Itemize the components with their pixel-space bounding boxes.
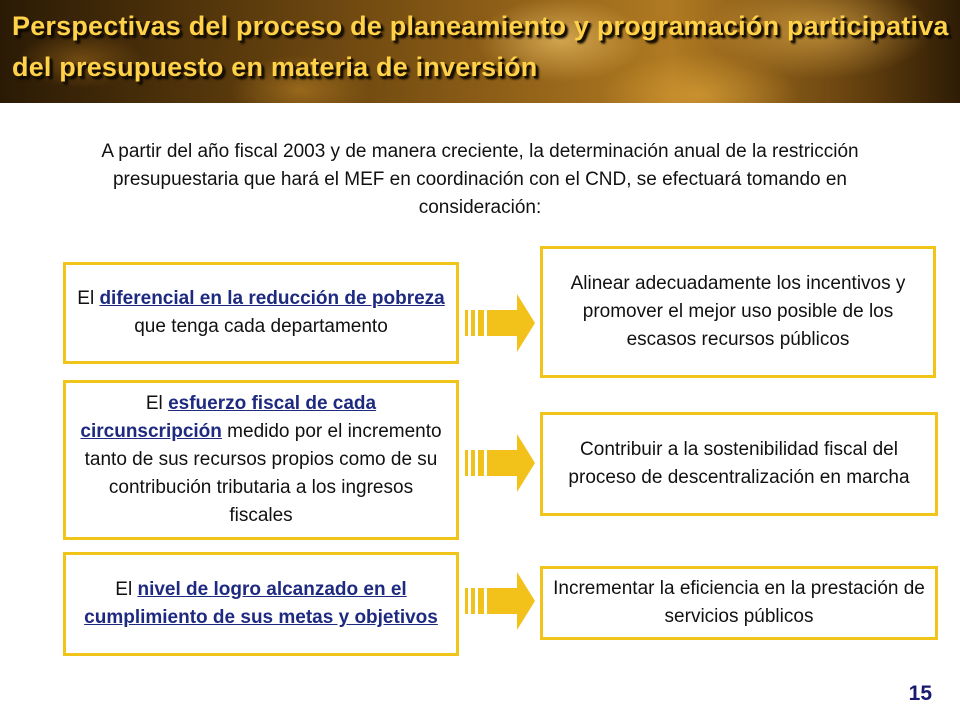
arrow-shape [465, 572, 535, 630]
objective-text: Contribuir a la sostenibilidad fiscal del proceso de descentralización en marcha [568, 439, 910, 488]
objective-box-incentives [540, 246, 936, 378]
criterion-box-poverty [63, 262, 459, 364]
objective-text: Alinear adecuadamente los incentivos y promover el mejor uso posible de los escasos recursos públicos [570, 273, 906, 350]
objective-box-efficiency [540, 566, 938, 640]
objective-box-sustainability [540, 412, 938, 516]
title-banner [0, 0, 960, 103]
arrow-shape [465, 434, 535, 492]
page-number: 15 [908, 682, 932, 705]
objective-text: Incrementar la eficiencia en la prestación de servicios públicos [553, 578, 925, 627]
criterion-text: El nivel de logro alcanzado en el cumplimiento de sus metas y objetivos [84, 579, 438, 628]
arrow-shape [465, 294, 535, 352]
page-title: Perspectivas del proceso de planeamiento y programación participativa del presupuesto en materia de inversión [12, 11, 949, 82]
criterion-highlight: esfuerzo fiscal de cada circunscripción [80, 393, 377, 442]
arrow-right-icon [465, 570, 535, 632]
criterion-highlight: nivel de logro alcanzado en el cumplimiento de sus metas y objetivos [84, 579, 438, 628]
criterion-text: El esfuerzo fiscal de cada circunscripción medido por el incremento tanto de sus recursos propios como de su contribución tributaria a los ingresos fiscales [80, 393, 442, 526]
criterion-highlight: diferencial en la reducción de pobreza [99, 288, 445, 309]
arrow-right-icon [465, 292, 535, 354]
arrow-right-icon [465, 432, 535, 494]
criterion-box-goals [63, 552, 459, 656]
intro-text: A partir del año fiscal 2003 y de manera creciente, la determinación anual de la restricción presupuestaria que hará el MEF en coordinación con el CND, se efectuará tomando en consideración: [101, 141, 859, 218]
criterion-text: El diferencial en la reducción de pobreza que tenga cada departamento [77, 288, 445, 337]
criterion-box-fiscal-effort [63, 380, 459, 540]
